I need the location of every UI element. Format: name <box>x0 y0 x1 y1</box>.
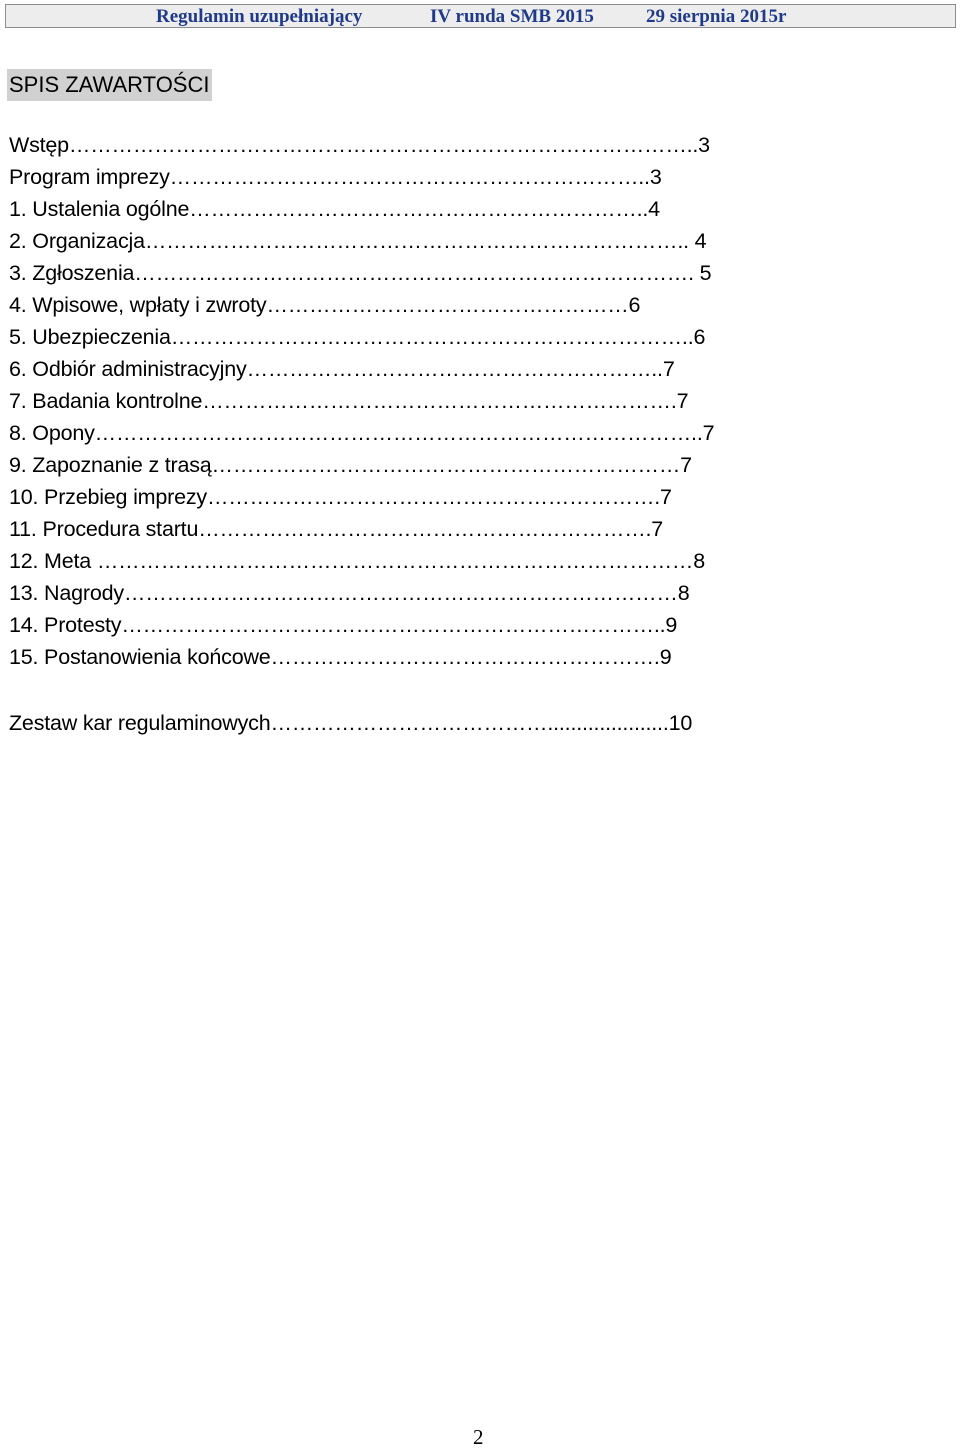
toc-entry-13[interactable]: 13. Nagrody……………………………………………………………………8 <box>9 581 690 605</box>
toc-entry-10[interactable]: 10. Przebieg imprezy……………………………………………………….7 <box>9 485 672 509</box>
toc-entry-penalties[interactable]: Zestaw kar regulaminowych………………………………….....................10 <box>9 711 693 735</box>
toc-entry-7[interactable]: 7. Badania kontrolne………………………………………………………….7 <box>9 389 689 413</box>
toc-entry-2[interactable]: 2. Organizacja………………………………………………………………….. 4 <box>9 229 707 253</box>
toc-entry-9[interactable]: 9. Zapoznanie z trasą…………………………………………………………7 <box>9 453 692 477</box>
toc-entry-15[interactable]: 15. Postanowienia końcowe……………………………………………….9 <box>9 645 672 669</box>
toc-entry-3[interactable]: 3. Zgłoszenia……………………………………………………………………. 5 <box>9 261 712 285</box>
toc-entry-5[interactable]: 5. Ubezpieczenia………………………………………………………………..6 <box>9 325 706 349</box>
header-date: 29 sierpnia 2015r <box>646 6 787 27</box>
header-event: IV runda SMB 2015 <box>430 6 594 27</box>
toc-entry-8[interactable]: 8. Opony…………………………………………………………………………..7 <box>9 421 715 445</box>
toc-entry-6[interactable]: 6. Odbiór administracyjny…………………………………………………..7 <box>9 357 675 381</box>
toc-entry-4[interactable]: 4. Wpisowe, wpłaty i zwroty……………………………………………6 <box>9 293 641 317</box>
toc-entry-program[interactable]: Program imprezy…………………………………………………………..3 <box>9 165 662 189</box>
running-header <box>5 4 956 28</box>
toc-entry-12[interactable]: 12. Meta …………………………………………………………………………8 <box>9 549 705 573</box>
toc-entry-wstep[interactable]: Wstęp……………………………………………………………………………..3 <box>9 133 710 157</box>
toc-title: SPIS ZAWARTOŚCI <box>7 69 212 101</box>
toc-entry-11[interactable]: 11. Procedura startu……………………………………………………….7 <box>9 517 664 541</box>
toc-entry-1[interactable]: 1. Ustalenia ogólne………………………………………………………..4 <box>9 197 660 221</box>
toc-entry-14[interactable]: 14. Protesty…………………………………………………………………..9 <box>9 613 678 637</box>
page-number: 2 <box>473 1425 484 1449</box>
header-doc-title: Regulamin uzupełniający <box>156 6 363 27</box>
